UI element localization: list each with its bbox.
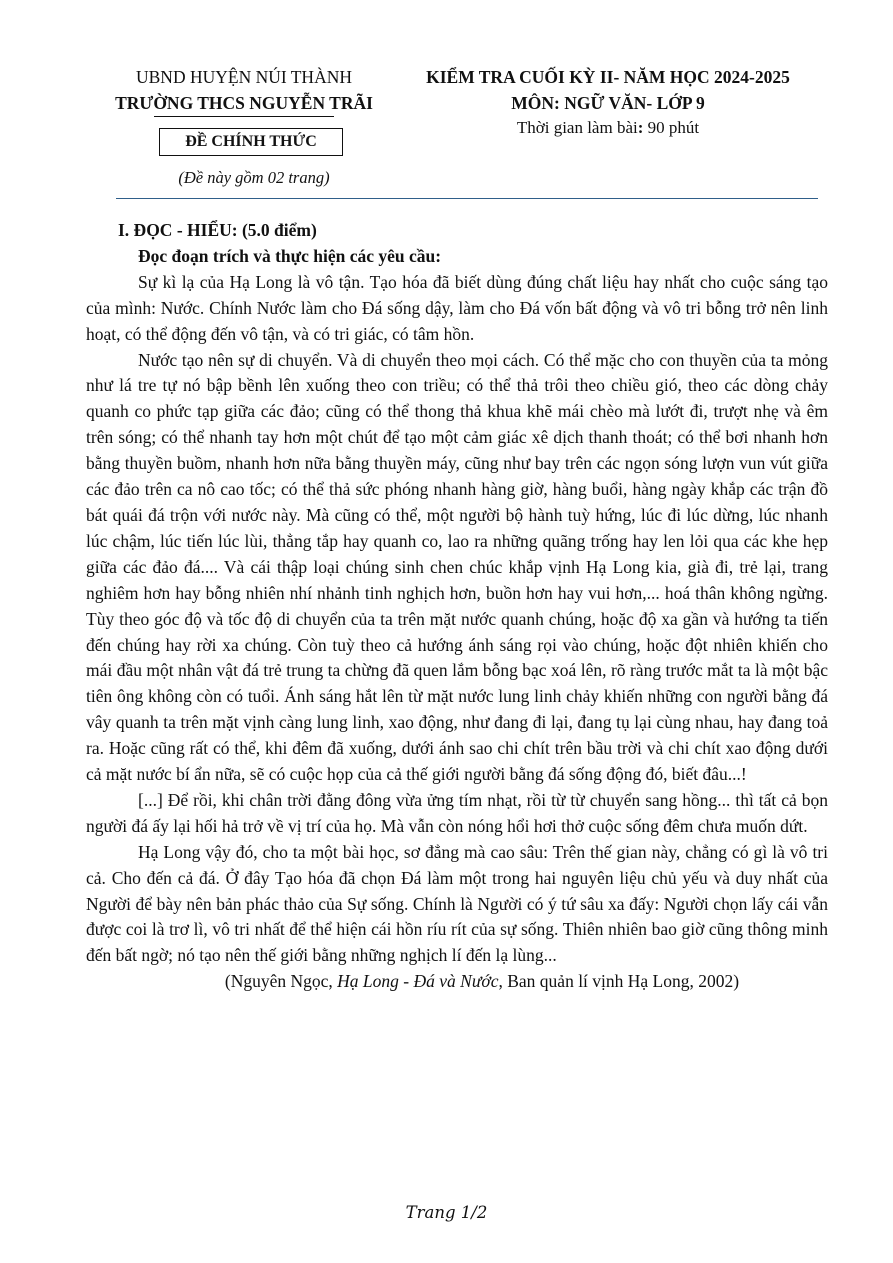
pages-note: (Đề này gồm 02 trang) xyxy=(178,168,330,187)
passage-paragraph: Hạ Long vậy đó, cho ta một bài học, sơ đẳng mà cao sâu: Trên thế gian này, chẳng có gì là vô tri cả. Cho đến cả đá. Ở đây Tạo hóa đã chọn Đá làm một trong hai nguyên liệu chủ yếu và duy nhất của Người để bày nên bản phác thảo của Sự sống. Chính là Người có ý tứ sâu xa đấy: Người chọn lấy cái vẫn được coi là trơ lì, vô tri nhất để thể hiện cái hồn ríu rít của sự sống. Thiên nhiên bao giờ cũng thông minh đến bất ngờ; nó tạo nên thế giới bằng những nghịch lí đến lạ lùng... xyxy=(86,841,828,966)
time-separator: : xyxy=(637,118,644,137)
time-value: 90 phút xyxy=(643,118,700,137)
page-number: Trang 1/2 xyxy=(405,1203,488,1222)
header-right xyxy=(398,64,818,140)
passage-paragraph: Sự kì lạ của Hạ Long là vô tận. Tạo hóa đã biết dùng đúng chất liệu hay nhất cho cuộc sáng tạo của mình: Nước. Chính Nước làm cho Đá sống dậy, làm cho Đá vốn bất động và vô tri bỗng trở nên linh hoạt, có thể động đến vô tận, và có tri giác, có tâm hồn. xyxy=(86,271,828,344)
passage-paragraph: [...] Để rồi, khi chân trời đằng đông vừa ửng tím nhạt, rồi từ từ chuyển sang hồng... thì tất cả bọn người đá ấy lại hối hả trở về vị trí của họ. Mà vẫn còn nóng hổi hơi thở cuộc sống đêm chưa muốn dứt. xyxy=(86,789,828,836)
time-limit xyxy=(398,116,818,140)
official-exam-box: ĐỀ CHÍNH THỨC xyxy=(159,128,343,156)
time-label: Thời gian làm bài xyxy=(516,118,638,137)
source-author: (Nguyên Ngọc, xyxy=(224,971,338,992)
subject-title: MÔN: NGỮ VĂN- LỚP 9 xyxy=(511,93,705,113)
source-title: Hạ Long - Đá và Nước xyxy=(337,971,499,992)
header-divider xyxy=(116,198,818,199)
section-title: I. ĐỌC - HIỂU: (5.0 điểm) xyxy=(118,220,317,240)
school-name: TRƯỜNG THCS NGUYỄN TRÃI xyxy=(115,93,373,113)
exam-title: KIỂM TRA CUỐI KỲ II- NĂM HỌC 2024-2025 xyxy=(426,67,790,87)
passage-paragraph: Nước tạo nên sự di chuyển. Và di chuyển theo mọi cách. Có thể mặc cho con thuyền của ta mỏng như lá tre tự nó bập bềnh lên xuống theo con triều; có thể thả trôi theo chiều gió, theo các dòng chảy quanh co phức tạp giữa các đảo; cũng có thể thong thả khua khẽ mái chèo mà lướt đi, trượt nhẹ và êm trên sóng; có thể nhanh tay hơn một chút để tạo một cảm giác xê dịch thanh thoát; có thể bơi nhanh hơn bằng thuyền buồm, nhanh hơn nữa bằng thuyền máy, cũng như bay trên các ngọn sóng lượn vun vút giữa các đảo trên ca nô cao tốc; có thể thả sức phóng nhanh hàng giờ, hàng buổi, hàng ngày khắp các trận đồ bát quái đá trộn với nước này. Mà cũng có thể, một người bộ hành tuỳ hứng, lúc đi lúc dừng, lúc nhanh lúc chậm, lúc tiến lúc lùi, thẳng tắp hay quanh co, lao ra những quãng trống hay len lỏi qua các khe hẹp giữa các đảo đá.... Và cái thập loại chúng sinh chen chúc khắp vịnh Hạ Long kia, già đi, trẻ lại, trang nghiêm hơn hay bỗng nhiên nhí nhảnh tinh nghịch hơn, buồn hơn hay vui hơn,... hoá thân không ngừng. Tùy theo góc độ và tốc độ di chuyển của ta trên mặt nước quanh chúng, hoặc độ xa gần và hướng ta tiến đến chúng hay rời xa chúng. Còn tuỳ theo cả hướng ánh sáng rọi vào chúng, hoặc đột nhiên khiến cho mái đầu một nhân vật đá trẻ trung ta chừng đã quen lắm bỗng bạc xoá lên, rõ ràng trước mắt ta là một bậc tiên ông không còn có tuổi. Ánh sáng hắt lên từ mặt nước lung linh chảy khiến những con người bằng đá vây quanh ta trên mặt vịnh càng lung linh, xao động, như đang đi lại, đang tụ lại cùng nhau, hay đang toả ra. Hoặc cũng rất có thể, khi đêm đã xuống, dưới ánh sao chi chít trên bầu trời và chi chít xao động dưới cả mặt nước bí ẩn nữa, sẽ có cuộc họp của cả thế giới người bằng đá sống động đó, biết đâu...! xyxy=(86,349,828,785)
reading-section xyxy=(86,218,828,995)
header-left xyxy=(98,64,390,117)
passage-source xyxy=(86,969,828,995)
section-instruction: Đọc đoạn trích và thực hiện các yêu cầu: xyxy=(138,245,442,266)
source-publisher: , Ban quản lí vịnh Hạ Long, 2002) xyxy=(498,971,740,992)
header-underline xyxy=(154,116,334,117)
department-name: UBND HUYỆN NÚI THÀNH xyxy=(136,67,352,87)
